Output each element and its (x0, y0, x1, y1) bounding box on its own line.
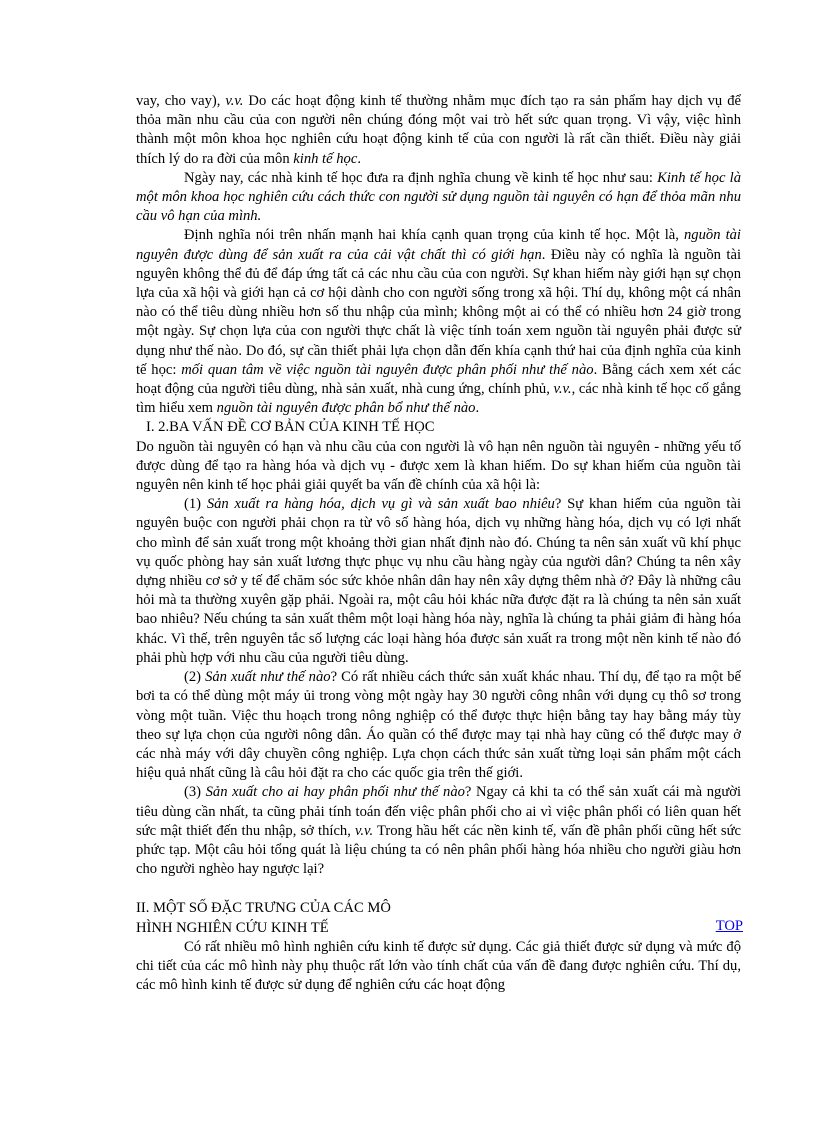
paragraph-intro-continued (136, 92, 741, 169)
text: . (357, 150, 361, 167)
text: Ngày nay, các nhà kinh tế học đưa ra định nghĩa chung về kinh tế học như sau: (184, 169, 658, 186)
text-italic: v.v. (225, 93, 244, 109)
text: , các nhà kinh tế học cố gắng tìm hiểu xem (136, 381, 741, 417)
section-heading-1-2: I. 2.BA VẤN ĐỀ CƠ BẢN CỦA KINH TẾ HỌC (146, 419, 435, 436)
paragraph-models: Có rất nhiều mô hình nghiên cứu kinh tế được sử dụng. Các giả thiết được sử dụng và mức độ chi tiết của các mô hình này phụ thuộc rất lớn vào tính chất của vấn đề đang được nghiên cứu. Thí dụ, các mô hình kinh tế được sử dụng để nghiên cứu các hoạt động (136, 938, 741, 994)
paragraph-question-1 (136, 495, 741, 668)
text: (3) (184, 784, 206, 801)
text: . Điều này có nghĩa là nguồn tài nguyên không thể đủ để đáp ứng tất cả các nhu cầu của con người. Sự khan hiếm này giới hạn sự chọn lựa của xã hội và giới hạn cả cơ hội dành cho con người sống trong xã hội. Thí dụ, không một cá nhân nào có thể tiêu dùng nhiều hơn số thu nhập của mình; không một ai có thể có nhiều hơn 24 giờ trong một ngày. Sự chọn lựa của con người thực chất là việc tính toán xem nguồn tài nguyên phải được sử dụng như thế nào. Do đó, sự cần thiết phải lựa chọn dẫn đến khía cạnh thứ hai của định nghĩa của kinh tế học: (136, 246, 741, 378)
text: ? Sự khan hiếm của nguồn tài nguyên buộc con người phải chọn ra từ vô số hàng hóa, dịch vụ những hàng hóa, dịch vụ có lợi nhất cho mình để sản xuất trong một khoảng thời gian nhất định nào đó. Chúng ta nên sản xuất vũ khí phục vụ quốc phòng hay sản xuất lương thực phục vụ nhu cầu hàng ngày của người dân? Chúng ta nên xây dựng nhiều cơ sở y tế để chăm sóc sức khỏe nhân dân hay nên xây dựng thêm nhà ở? Đây là những câu hỏi mà ta thường xuyên gặp phải. Ngoài ra, một câu hỏi khác nữa được đặt ra là chúng ta nên sản xuất bao nhiêu? Nếu chúng ta sản xuất thêm một loại hàng hóa này, nghĩa là chúng ta phải giảm đi hàng hóa khác. Vì thế, trên nguyên tắc số lượng các loại hàng hóa được sản xuất ra trong một nền kinh tế nào đó phải phù hợp với nhu cầu của người tiêu dùng. (136, 496, 741, 666)
text-italic: nguồn tài nguyên được dùng để sản xuất ra của cải vật chất thì có giới hạn (136, 227, 741, 263)
text: . (475, 400, 480, 417)
text: . Bằng cách xem xét các hoạt động của người tiêu dùng, nhà sản xuất, nhà cung ứng, chính phủ, (136, 361, 741, 398)
text: ? Ngay cả khi ta có thể sản xuất cái mà người tiêu dùng cần nhất, ta cũng phải tính toán đến việc phân phối cho ai vì việc phân phối có liên quan hết sức mật thiết đến thu nhập, sở thích, (136, 784, 742, 839)
text: (2) (184, 669, 206, 686)
paragraph-two-aspects (136, 226, 741, 418)
text-italic: nguồn tài nguyên được phân bổ như thế nào (216, 400, 476, 417)
paragraph-definition (136, 169, 741, 227)
text-italic: Sản xuất như thế nào (205, 669, 331, 686)
heading-line: HÌNH NGHIÊN CỨU KINH TẾ (136, 919, 329, 936)
top-link[interactable]: TOP (715, 918, 743, 935)
text-italic: Sản xuất cho ai hay phân phối như thế nào (205, 784, 465, 801)
paragraph-scarcity: Do nguồn tài nguyên có hạn và nhu cầu của con người là vô hạn nên nguồn tài nguyên - những yếu tố được dùng để tạo ra hàng hóa và dịch vụ - được xem là khan hiếm. Do sự khan hiếm của nguồn tài nguyên nên kinh tế học phải giải quyết ba vấn đề chính của xã hội là: (136, 438, 741, 494)
heading-line: II. MỘT SỐ ĐẶC TRƯNG CỦA CÁC MÔ (136, 900, 391, 917)
text-italic: v.v. (355, 822, 374, 839)
definition-italic: Kinh tế học là một môn khoa học nghiên cứu cách thức con người sử dụng nguồn tài nguyên có hạn để thỏa mãn nhu cầu vô hạn của mình. (136, 169, 741, 225)
text-italic: Sản xuất ra hàng hóa, dịch vụ gì và sản xuất bao nhiêu (206, 496, 555, 513)
text-italic: kinh tế học (293, 150, 358, 167)
text-italic: mối quan tâm về việc nguồn tài nguyên được phân phối như thế nào (181, 361, 594, 378)
text: vay, cho vay), (136, 93, 226, 109)
text: Định nghĩa nói trên nhấn mạnh hai khía cạnh quan trọng của kinh tế học. Một là, (184, 227, 684, 244)
text: Do các hoạt động kinh tế thường nhằm mục đích tạo ra sản phẩm hay dịch vụ để thỏa mãn nhu cầu của con người nên chúng đóng một vai trò hết sức quan trọng. Vì vậy, việc hình thành một môn khoa học nghiên cứu hoạt động kinh tế của con người là rất cần thiết. Điều này giải thích lý do ra đời của môn (136, 93, 741, 167)
section-2-header (136, 899, 741, 937)
text: ? Có rất nhiều cách thức sản xuất khác nhau. Thí dụ, để tạo ra một bể bơi ta có thể dùng một máy ủi trong vòng một ngày hay 30 người công nhân với dụng cụ thô sơ trong vòng một tuần. Việc thu hoạch trong nông nghiệp có thể được thực hiện bằng tay hay bằng máy tùy theo sự lựa chọn của người nông dân. Áo quần có thể được may tại nhà hay cũng có thể được may ở các nhà máy với dây chuyền công nghiệp. Lựa chọn cách thức sản xuất từng loại sản phẩm một cách hiệu quả nhất cũng là câu hỏi đặt ra cho các quốc gia trên thế giới. (136, 669, 741, 782)
text: Trong hầu hết các nền kinh tế, vấn đề phân phối cũng hết sức phức tạp. Một câu hỏi tổng quát là liệu chúng ta có nên phân phối hàng hóa nhiều cho người giàu hơn cho người nghèo hay ngược lại? (136, 822, 741, 878)
paragraph-question-3 (136, 783, 741, 879)
text-italic: v.v. (553, 381, 572, 398)
text: (1) (184, 496, 207, 513)
section-heading-2 (136, 899, 576, 937)
paragraph-question-2 (136, 668, 741, 783)
document-page (136, 92, 741, 995)
